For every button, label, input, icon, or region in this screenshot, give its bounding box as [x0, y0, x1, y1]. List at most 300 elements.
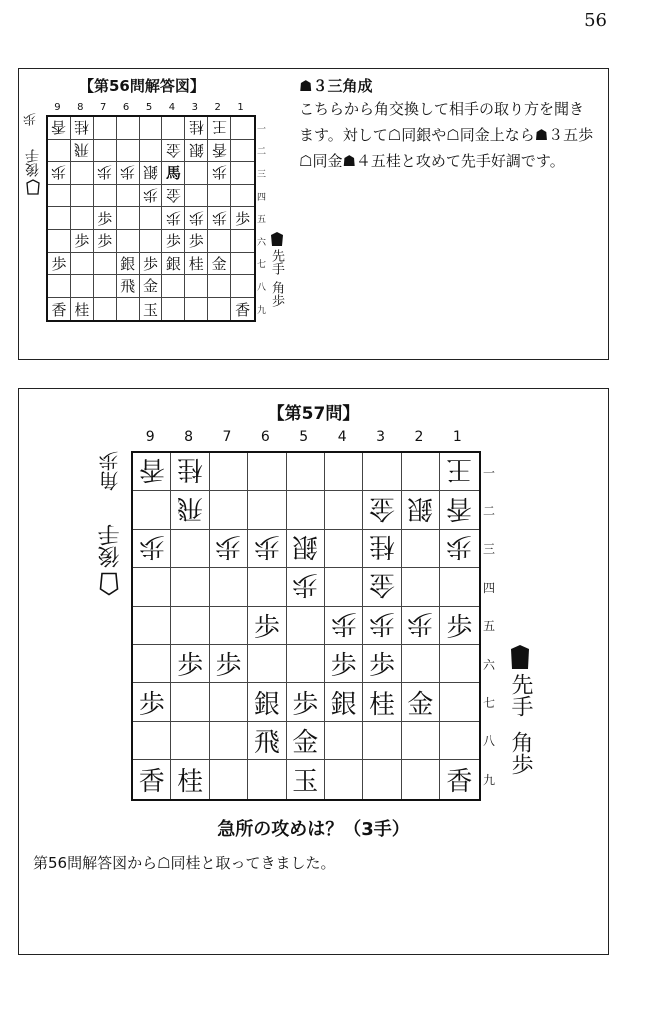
board-square: [402, 607, 440, 645]
board-square: [48, 253, 71, 276]
rank-number: 八: [483, 734, 496, 749]
board-square: [210, 760, 248, 798]
sente-piece: 飛: [120, 277, 136, 296]
gote-piece: 歩: [369, 607, 396, 638]
rank-number: 一: [483, 465, 496, 480]
board-square: [133, 568, 171, 606]
board-square: [162, 298, 185, 321]
file-number: 4: [337, 429, 347, 445]
board-square: [231, 117, 254, 140]
answer-title: 【第56問解答図】: [79, 77, 205, 95]
file-number: 6: [260, 429, 270, 445]
board-square: [402, 530, 440, 568]
sente-piece: 歩: [165, 232, 181, 251]
board-square: [162, 117, 185, 140]
board-square: [402, 645, 440, 683]
board-square: [117, 253, 140, 276]
board-square: [71, 185, 94, 208]
gote-piece: 歩: [138, 530, 165, 561]
board-square: [117, 185, 140, 208]
sente-piece: 桂: [177, 766, 204, 797]
gote-piece: 銀: [407, 492, 434, 523]
sente-pentagon-icon: [270, 231, 284, 247]
board-square: [208, 117, 231, 140]
board-square: [210, 530, 248, 568]
board-square: [440, 645, 478, 683]
rank-number: 四: [483, 580, 496, 595]
gote-hand-area: [21, 113, 41, 126]
board-square: [440, 568, 478, 606]
file-number: 9: [145, 429, 155, 445]
gote-piece: 歩: [215, 530, 242, 561]
board-square: [71, 117, 94, 140]
sente-piece: 歩: [177, 651, 204, 682]
rank-number: 七: [483, 696, 496, 711]
rank-number: 六: [483, 657, 496, 672]
board-square: [402, 760, 440, 798]
board-square: [185, 275, 208, 298]
file-number: 1: [452, 429, 462, 445]
gote-piece: 桂: [369, 530, 396, 561]
board-square: [210, 645, 248, 683]
sente-hand-area: [505, 644, 535, 775]
board-square: [171, 645, 209, 683]
board-square: [185, 140, 208, 163]
sente-piece: 銀: [165, 254, 181, 273]
board-square: [402, 683, 440, 721]
gote-hand-area: [95, 451, 123, 491]
board-square: [140, 140, 163, 163]
board-square: [325, 683, 363, 721]
board-square: [440, 722, 478, 760]
file-number: 8: [184, 429, 194, 445]
board-square: [231, 207, 254, 230]
gote-piece: 歩: [143, 186, 159, 205]
sente-piece: 歩: [446, 612, 473, 643]
board-square: [248, 760, 286, 798]
board-square: [208, 253, 231, 276]
sente-piece: 銀: [253, 689, 280, 720]
board-square: [287, 760, 325, 798]
gote-piece: 香: [446, 492, 473, 523]
board-square: [363, 607, 401, 645]
board-square: [171, 683, 209, 721]
board-square: [231, 162, 254, 185]
sente-piece: 歩: [292, 689, 319, 720]
board-square: [287, 568, 325, 606]
sente-hand-pieces: 角歩: [269, 281, 284, 307]
board-square: [325, 645, 363, 683]
board-square: [171, 568, 209, 606]
gote-piece: 歩: [120, 163, 136, 182]
shogi-board-problem: [131, 451, 481, 801]
rank-number: 八: [257, 282, 267, 293]
gote-pentagon-icon: [99, 572, 119, 596]
board-square: [140, 275, 163, 298]
board-square: [48, 140, 71, 163]
board-square: [133, 491, 171, 529]
sente-piece: 桂: [74, 300, 90, 319]
sente-piece: 金: [292, 727, 319, 758]
sente-piece: 歩: [330, 651, 357, 682]
board-square: [248, 607, 286, 645]
gote-piece: 桂: [188, 118, 204, 137]
sente-hand-pieces: 角歩: [508, 731, 533, 775]
gote-label: 後手: [98, 524, 123, 568]
board-square: [140, 162, 163, 185]
board-square: [171, 453, 209, 491]
gote-hand-pieces: 角歩: [98, 451, 122, 491]
board-square: [325, 607, 363, 645]
sente-piece: 桂: [369, 689, 396, 720]
board-square: [171, 760, 209, 798]
file-number: 2: [214, 102, 221, 113]
board-square: [402, 722, 440, 760]
board-square: [287, 722, 325, 760]
rank-number: 五: [257, 215, 267, 226]
board-square: [171, 491, 209, 529]
board-square: [402, 453, 440, 491]
gote-piece: 桂: [74, 118, 90, 137]
board-square: [133, 722, 171, 760]
sente-piece: 歩: [143, 254, 159, 273]
board-square: [440, 760, 478, 798]
board-square: [363, 453, 401, 491]
board-square: [231, 298, 254, 321]
board-square: [48, 230, 71, 253]
file-number: 2: [414, 429, 424, 445]
board-square: [440, 683, 478, 721]
board-square: [117, 207, 140, 230]
gote-piece: 飛: [74, 140, 90, 159]
board-square: [162, 275, 185, 298]
board-square: [71, 253, 94, 276]
board-square: [231, 275, 254, 298]
board-square: [117, 275, 140, 298]
board-square: [133, 760, 171, 798]
board-square: [287, 607, 325, 645]
board-square: [363, 760, 401, 798]
sente-piece: 歩: [253, 612, 280, 643]
board-square: [71, 140, 94, 163]
sente-piece: 歩: [235, 209, 251, 228]
board-square: [208, 298, 231, 321]
rank-numbers: [483, 453, 495, 799]
gote-piece: 王: [446, 454, 473, 485]
board-square: [210, 568, 248, 606]
gote-piece: 香: [138, 454, 165, 485]
gote-piece: 金: [165, 140, 181, 159]
board-square: [171, 722, 209, 760]
board-square: [210, 453, 248, 491]
board-square: [185, 253, 208, 276]
sente-piece: 馬: [165, 164, 181, 183]
board-square: [171, 607, 209, 645]
rank-number: 三: [257, 169, 267, 180]
sente-piece: 金: [407, 689, 434, 720]
board-square: [208, 230, 231, 253]
board-square: [133, 683, 171, 721]
rank-number: 六: [257, 237, 267, 248]
sente-piece: 香: [51, 300, 67, 319]
shogi-board-answer: [46, 115, 256, 322]
board-square: [162, 253, 185, 276]
sente-piece: 歩: [97, 232, 113, 251]
board-square: [171, 530, 209, 568]
sente-piece: 銀: [120, 254, 136, 273]
board-square: [325, 491, 363, 529]
gote-piece: 香: [51, 118, 67, 137]
sente-pentagon-icon: [509, 644, 531, 670]
board-square: [248, 722, 286, 760]
board-square: [440, 530, 478, 568]
board-square: [208, 185, 231, 208]
board-square: [325, 453, 363, 491]
board-square: [363, 491, 401, 529]
sente-piece: 金: [143, 277, 159, 296]
gote-piece: 歩: [211, 208, 227, 227]
board-square: [48, 298, 71, 321]
sente-piece: 金: [211, 254, 227, 273]
board-square: [117, 298, 140, 321]
file-number: 8: [77, 102, 84, 113]
board-square: [210, 491, 248, 529]
board-square: [440, 607, 478, 645]
gote-piece: 金: [369, 569, 396, 600]
rank-number: 三: [483, 542, 496, 557]
gote-piece: 桂: [177, 454, 204, 485]
rank-number: 四: [257, 192, 267, 203]
board-square: [94, 230, 117, 253]
problem-panel: [18, 388, 609, 955]
board-square: [231, 185, 254, 208]
board-square: [287, 453, 325, 491]
board-square: [185, 230, 208, 253]
gote-label-area: [95, 524, 123, 596]
board-square: [162, 162, 185, 185]
rank-number: 九: [257, 305, 267, 316]
gote-piece: 歩: [446, 530, 473, 561]
board-square: [210, 722, 248, 760]
board-square: [208, 275, 231, 298]
file-number: 5: [299, 429, 309, 445]
sente-piece: 玉: [143, 300, 159, 319]
file-number: 7: [222, 429, 232, 445]
board-square: [248, 683, 286, 721]
board-square: [133, 453, 171, 491]
board-square: [48, 117, 71, 140]
sente-piece: 香: [446, 766, 473, 797]
board-square: [440, 453, 478, 491]
board-square: [248, 453, 286, 491]
gote-piece: 歩: [97, 163, 113, 182]
board-square: [71, 275, 94, 298]
gote-piece: 銀: [143, 163, 159, 182]
gote-piece: 飛: [177, 492, 204, 523]
rank-number: 一: [257, 124, 267, 135]
board-square: [48, 275, 71, 298]
rank-number: 五: [483, 619, 496, 634]
board-square: [48, 207, 71, 230]
sente-piece: 歩: [215, 651, 242, 682]
gote-piece: 歩: [211, 163, 227, 182]
board-square: [94, 253, 117, 276]
board-square: [208, 162, 231, 185]
board-square: [133, 607, 171, 645]
board-square: [162, 230, 185, 253]
board-square: [140, 230, 163, 253]
gote-piece: 歩: [292, 569, 319, 600]
gote-piece: 金: [165, 186, 181, 205]
board-square: [231, 140, 254, 163]
page-number: 56: [584, 10, 607, 31]
problem-question: 急所の攻めは？（3手）: [217, 819, 410, 840]
problem-title: 【第57問】: [267, 404, 360, 424]
board-square: [363, 568, 401, 606]
gote-piece: 銀: [292, 530, 319, 561]
file-number: 5: [145, 102, 153, 113]
gote-piece: 香: [211, 140, 227, 159]
gote-piece: 金: [369, 492, 396, 523]
rank-number: 二: [257, 147, 267, 158]
rank-number: 七: [257, 260, 267, 271]
gote-label: 後手: [25, 149, 41, 177]
sente-piece: 香: [138, 766, 165, 797]
board-square: [402, 568, 440, 606]
gote-label-area: [23, 149, 43, 195]
sente-label: 先手: [269, 249, 284, 275]
board-square: [117, 140, 140, 163]
file-number: 3: [191, 102, 198, 113]
board-square: [133, 530, 171, 568]
board-square: [440, 491, 478, 529]
board-square: [162, 185, 185, 208]
board-square: [231, 230, 254, 253]
board-square: [248, 491, 286, 529]
file-number: 9: [54, 102, 61, 113]
gote-piece: 歩: [330, 607, 357, 638]
sente-piece: 玉: [292, 766, 319, 797]
answer-explanation: こちらから角交換して相手の取り方を聞きます。対して☖同銀や☖同金上なら☗３五歩☖同金☗４五桂と攻めて先手好調です。: [299, 100, 594, 170]
board-square: [94, 162, 117, 185]
file-number: 1: [237, 102, 244, 113]
board-square: [94, 117, 117, 140]
board-square: [185, 162, 208, 185]
sente-hand-area: [267, 231, 287, 307]
board-square: [185, 298, 208, 321]
problem-narration: 第56問解答図から☖同桂と取ってきました。: [33, 854, 336, 872]
board-square: [140, 298, 163, 321]
file-number: 4: [168, 102, 176, 113]
board-square: [94, 140, 117, 163]
board-square: [140, 185, 163, 208]
board-square: [185, 207, 208, 230]
board-square: [208, 207, 231, 230]
sente-piece: 桂: [188, 254, 204, 273]
file-number: 7: [100, 102, 107, 113]
board-square: [140, 253, 163, 276]
board-square: [94, 185, 117, 208]
file-numbers: [131, 429, 477, 445]
board-square: [71, 207, 94, 230]
board-square: [325, 722, 363, 760]
file-number: 6: [122, 102, 130, 113]
board-square: [363, 722, 401, 760]
board-square: [287, 683, 325, 721]
board-square: [162, 140, 185, 163]
rank-number: 九: [483, 772, 496, 787]
board-square: [210, 683, 248, 721]
board-square: [210, 607, 248, 645]
board-square: [363, 645, 401, 683]
board-square: [185, 117, 208, 140]
board-square: [363, 683, 401, 721]
sente-piece: 歩: [74, 232, 90, 251]
sente-piece: 歩: [51, 254, 67, 273]
gote-pentagon-icon: [26, 179, 40, 195]
board-square: [287, 491, 325, 529]
board-square: [363, 530, 401, 568]
gote-piece: 歩: [407, 607, 434, 638]
sente-piece: 歩: [97, 209, 113, 228]
sente-piece: 銀: [330, 689, 357, 720]
board-square: [185, 185, 208, 208]
board-square: [325, 530, 363, 568]
gote-piece: 歩: [51, 163, 67, 182]
rank-number: 二: [483, 504, 496, 519]
board-square: [162, 207, 185, 230]
sente-piece: 香: [235, 300, 251, 319]
gote-piece: 歩: [253, 530, 280, 561]
board-square: [133, 645, 171, 683]
gote-piece: 歩: [165, 208, 181, 227]
board-square: [231, 253, 254, 276]
board-square: [287, 530, 325, 568]
board-square: [140, 117, 163, 140]
board-square: [94, 275, 117, 298]
board-square: [140, 207, 163, 230]
file-number: 3: [376, 429, 385, 445]
board-square: [208, 140, 231, 163]
sente-piece: 歩: [188, 232, 204, 251]
board-square: [71, 230, 94, 253]
file-numbers: [46, 102, 252, 113]
board-square: [325, 568, 363, 606]
gote-piece: 歩: [188, 208, 204, 227]
sente-piece: 歩: [138, 689, 165, 720]
sente-label: 先手: [508, 673, 533, 717]
board-square: [248, 530, 286, 568]
board-square: [325, 760, 363, 798]
gote-piece: 銀: [188, 140, 204, 159]
board-square: [117, 162, 140, 185]
board-square: [248, 568, 286, 606]
board-square: [71, 298, 94, 321]
rank-numbers: [257, 117, 266, 320]
board-square: [94, 298, 117, 321]
board-square: [94, 207, 117, 230]
board-square: [248, 645, 286, 683]
board-square: [287, 645, 325, 683]
board-square: [402, 491, 440, 529]
board-square: [48, 185, 71, 208]
answer-move: ☗３三角成: [299, 77, 373, 95]
board-square: [117, 230, 140, 253]
gote-hand-pieces: 歩: [24, 113, 39, 126]
answer-panel: [18, 68, 609, 360]
sente-piece: 歩: [369, 651, 396, 682]
board-square: [117, 117, 140, 140]
